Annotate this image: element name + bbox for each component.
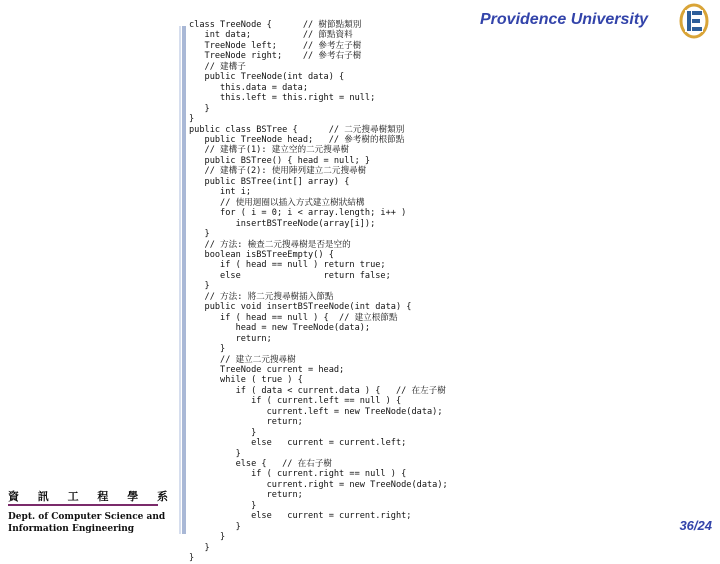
code-listing <box>189 20 474 564</box>
code-line: current.left = new TreeNode(data); <box>266 406 443 417</box>
code-line: return; <box>266 490 303 501</box>
code-line: // 方法: 將二元搜尋樹插入節點 <box>204 291 334 302</box>
code-line: } <box>189 553 195 564</box>
department-divider <box>8 504 158 506</box>
code-line: // 建構子(1): 建立空的二元搜尋樹 <box>204 145 350 156</box>
code-line: else current = current.left; <box>251 438 407 449</box>
code-line: else current = current.right; <box>251 511 412 522</box>
code-line: // 建構子 <box>204 61 246 72</box>
code-line: return; <box>235 333 272 344</box>
code-line: } <box>204 229 210 240</box>
code-line: // 建構子(2): 使用陣列建立二元搜尋樹 <box>204 166 367 177</box>
code-line: int i; <box>220 187 252 198</box>
department-english-name <box>8 511 178 535</box>
code-line: // 方法: 檢查二元搜尋樹是否是空的 <box>204 239 351 250</box>
code-line: boolean isBSTreeEmpty() { <box>204 249 334 260</box>
department-char: 資 <box>8 490 19 503</box>
code-line: // 建立二元搜尋樹 <box>220 354 296 365</box>
code-line: public class BSTree { // 二元搜尋樹類別 <box>189 124 405 135</box>
code-line: if ( head == null ) return true; <box>220 260 386 271</box>
code-line: if ( current.right == null ) { <box>251 469 407 480</box>
code-line: return; <box>266 417 303 428</box>
code-text <box>189 20 474 564</box>
department-chinese-name <box>8 488 168 504</box>
code-line: } <box>189 114 195 125</box>
code-line: } <box>204 542 210 553</box>
code-line: class TreeNode { // 樹節點類別 <box>189 20 362 30</box>
code-line: this.left = this.right = null; <box>220 93 376 104</box>
code-line: if ( data < current.data ) { // 在左子樹 <box>235 385 446 396</box>
code-line: } <box>220 344 226 355</box>
code-line: while ( true ) { <box>220 375 303 386</box>
code-line: } <box>220 532 226 543</box>
department-english-line2: Information Engineering <box>8 524 135 534</box>
code-line: head = new TreeNode(data); <box>235 323 371 334</box>
code-line: } <box>251 500 257 511</box>
code-line: } <box>235 521 241 532</box>
department-char: 程 <box>97 490 109 503</box>
code-line: TreeNode right; // 參考右子樹 <box>204 51 362 62</box>
university-title: Providence University <box>480 11 649 28</box>
code-line: TreeNode left; // 參考左子樹 <box>204 40 362 51</box>
code-line: TreeNode current = head; <box>220 364 345 375</box>
code-line: insertBSTreeNode(array[i]); <box>235 218 376 229</box>
code-line: } <box>204 103 210 114</box>
providence-university-logo <box>676 4 712 38</box>
page-number: 36/24 <box>679 518 712 533</box>
code-line: public BSTree() { head = null; } <box>204 155 371 166</box>
department-english-line1: Dept. of Computer Science and <box>8 512 166 522</box>
code-line: else { // 在右子樹 <box>235 459 333 470</box>
department-char: 訊 <box>37 490 49 503</box>
code-line: for ( i = 0; i < array.length; i++ ) <box>220 208 407 219</box>
code-line: public TreeNode(int data) { <box>204 72 345 83</box>
code-line: else return false; <box>220 270 391 281</box>
code-line: public void insertBSTreeNode(int data) { <box>204 302 412 313</box>
code-line: } <box>251 427 257 438</box>
code-line: this.data = data; <box>220 82 308 93</box>
code-line: public TreeNode head; // 參考樹的根節點 <box>204 134 405 145</box>
slide-side-accent <box>182 26 186 534</box>
code-line: } <box>204 281 210 292</box>
code-line: int data; // 節點資料 <box>204 30 353 41</box>
department-char: 學 <box>127 490 139 503</box>
department-char: 系 <box>156 490 168 503</box>
code-line: // 使用迴圈以插入方式建立樹狀結構 <box>220 197 365 208</box>
code-line: if ( current.left == null ) { <box>251 396 402 407</box>
code-line: public BSTree(int[] array) { <box>204 176 350 187</box>
department-char: 工 <box>67 490 79 503</box>
code-line: current.right = new TreeNode(data); <box>266 479 448 490</box>
code-line: if ( head == null ) { // 建立根節點 <box>220 312 398 323</box>
slide-side-accent-light <box>179 26 181 534</box>
code-line: } <box>235 448 241 459</box>
